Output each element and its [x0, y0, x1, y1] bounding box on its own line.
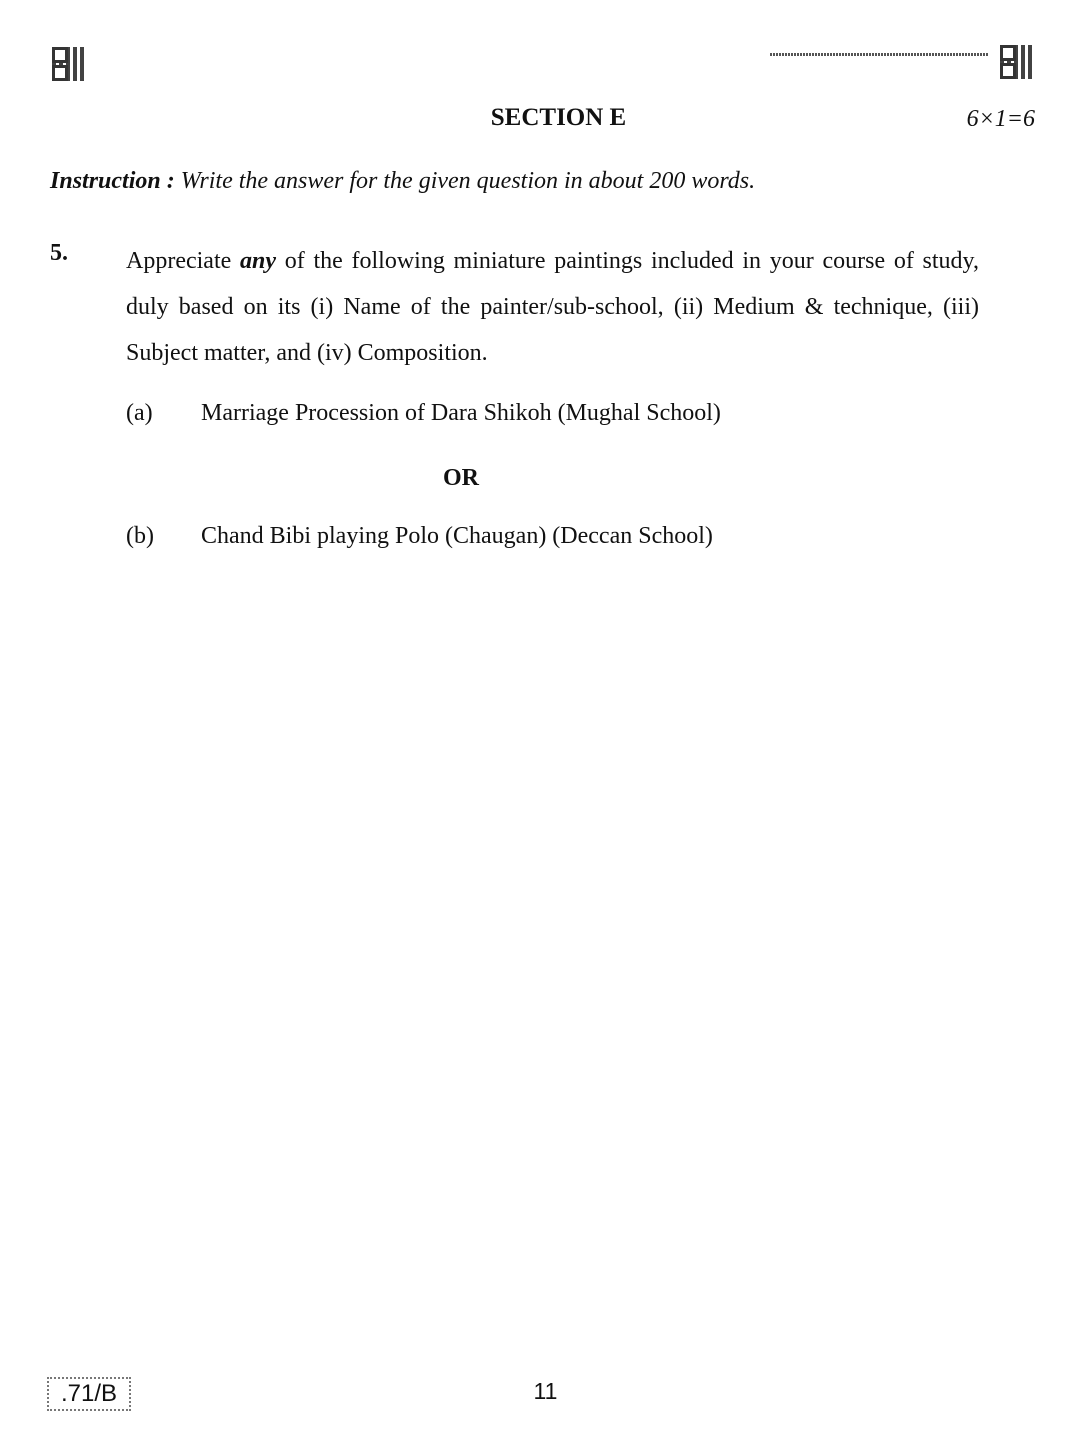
- qr-code-left: [52, 47, 86, 81]
- section-title: SECTION E: [490, 104, 627, 131]
- instruction: [50, 168, 755, 195]
- qr-code-right: [1000, 45, 1034, 79]
- question-number: 5.: [50, 240, 68, 266]
- question-emphasis: any: [240, 248, 276, 274]
- question-text-end: of the following miniature paintings included in your course of study, duly based on its (i) Name of the painter/sub-school, (ii) Medium & technique, (iii) Subject matter, and (iv) Composition.: [126, 248, 979, 366]
- instruction-label: Instruction :: [50, 168, 175, 194]
- question-text: [126, 238, 979, 376]
- paper-code: .71/B: [47, 1377, 131, 1411]
- page-number: 11: [533, 1378, 558, 1404]
- microtext-line: [770, 53, 988, 56]
- question-text-start: Appreciate: [126, 248, 240, 274]
- option-a-text: Marriage Procession of Dara Shikoh (Mughal School): [201, 400, 721, 426]
- instruction-text: Write the answer for the given question in about 200 words.: [174, 168, 756, 194]
- option-b-label: (b): [126, 523, 154, 549]
- option-b-text: Chand Bibi playing Polo (Chaugan) (Deccan School): [201, 523, 713, 549]
- marks-allocation: 6×1=6: [966, 106, 1035, 132]
- option-a-label: (a): [126, 400, 153, 426]
- or-separator: OR: [443, 465, 479, 491]
